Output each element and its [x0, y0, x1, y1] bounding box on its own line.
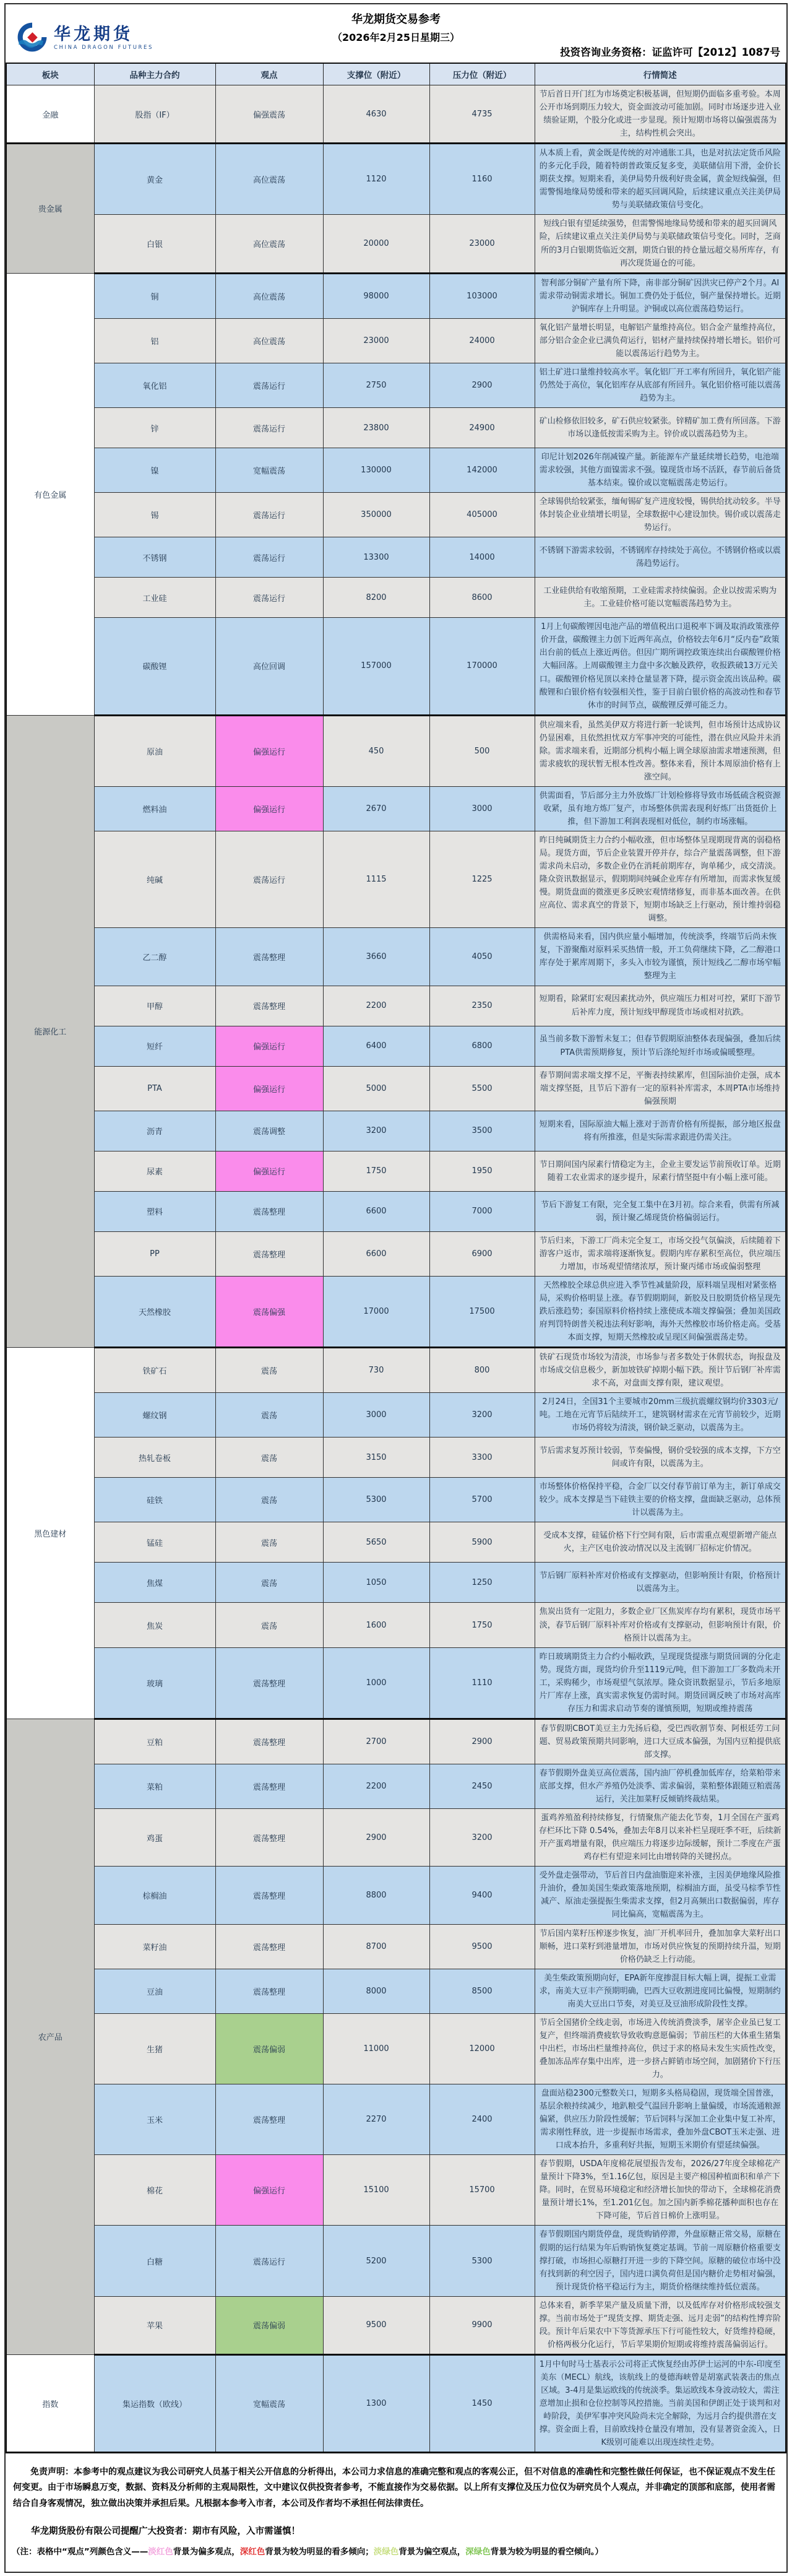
brief-cell: 春节假期外盘美豆高位震荡，国内油厂停机叠加低库存，给菜粕带来底部支撑，但水产养殖仍处淡季、需求偏弱，菜粕整体跟随豆粕震荡运行，关注加菜籽反倾销终裁结果。 — [535, 1764, 786, 1808]
view-cell: 震荡整理 — [215, 1924, 323, 1969]
brief-cell: 总体来看，新季苹果产量及质量下滑，以及低库存对价格形成较强支撑。当前市场处于“现货支撑、期货走强、远月走弱”的结构性博弈阶段。预计年后果农中下等货源承压下行可能性较大，好货维持稳硬，价格两极分化运行，节后苹果期价短期或将维持震荡偏弱运行。 — [535, 2296, 786, 2354]
view-cell: 震荡 — [215, 1438, 323, 1478]
support-cell: 350000 — [323, 493, 429, 537]
view-cell: 震荡运行 — [215, 831, 323, 928]
pressure-cell: 5500 — [429, 1066, 535, 1111]
view-cell: 震荡 — [215, 1603, 323, 1647]
pressure-cell: 9900 — [429, 2296, 535, 2354]
support-cell: 4630 — [323, 85, 429, 144]
variety-cell: 乙二醇 — [94, 928, 215, 986]
color-legend-note — [12, 2544, 780, 2559]
support-cell: 2750 — [323, 363, 429, 407]
report-header — [6, 4, 786, 63]
report-page — [4, 3, 788, 2573]
variety-cell: 螺纹钢 — [94, 1393, 215, 1438]
brief-cell: 1月中旬时马士基表示公司将正式恢复经由苏伊士运河的中东-印度至美东（MECL）航线，该航线上的曼德海峡曾是胡塞武装袭击的焦点区域。3-4月是集运欧线的传统淡季。集运欧线本身波动较大，需注意增加止损和仓位控制等风控措施。当前美国和伊朗正处于谈判和对峙阶段，美伊军事冲突风险尚未完全解除，为远月合约提供潜在支撑。资金面上看，目前欧线持仓量没有增加，没有显著资金流入，日K级别可能难以出现连续性走势。 — [535, 2354, 786, 2452]
support-cell: 5200 — [323, 2226, 429, 2296]
support-cell: 2270 — [323, 2084, 429, 2155]
view-cell: 震荡偏弱 — [215, 2013, 323, 2084]
view-cell: 震荡整理 — [215, 1719, 323, 1764]
brief-cell: 短期看，除紧盯宏观因素扰动外，供应端压力相对可控，紧盯下游节后补库力度，预计短线甲醇现货市场或相对抗跌。 — [535, 986, 786, 1026]
brief-cell: 节后钢厂原料补库对价格或有支撑驱动，但影响预计有限，价格预计以震荡为主。 — [535, 1563, 786, 1603]
view-cell: 震荡整理 — [215, 2084, 323, 2155]
pressure-cell: 5300 — [429, 2226, 535, 2296]
view-cell: 高位震荡 — [215, 144, 323, 215]
view-cell: 震荡整理 — [215, 986, 323, 1026]
variety-cell: 热轧卷板 — [94, 1438, 215, 1478]
page-date: （2026年2月25日星期三） — [332, 32, 460, 43]
sector-cell: 贵金属 — [6, 144, 94, 273]
variety-cell: 镍 — [94, 448, 215, 493]
view-cell: 震荡 — [215, 1348, 323, 1393]
brief-cell: 供应端来看，虽然美伊双方将进行新一轮谈判，但市场预计达成协议仍显困难，且依然担忧双方军事冲突的可能性，潜在供应风险并未消除。需求端来看，近期部分机构小幅上调全球原油需求增速预测，但需求疲软的现状暂无根本性改善。整体来看，预计本周原油价格有上涨空间。 — [535, 715, 786, 786]
pressure-cell: 3200 — [429, 1809, 535, 1867]
pressure-cell: 3500 — [429, 1111, 535, 1151]
brief-cell: 短线白银有望延续强势，但需警惕地缘局势缓和带来的超买回调风险，后续建议重点关注美伊局势与美联储政策信号变化。同时，芝商所的3月白银期货临近交割，期货白银的持仓量远超交易所库存，有再次现货逼仓的可能。 — [535, 215, 786, 273]
note-colored-term: 淡绿色 — [373, 2546, 399, 2557]
brief-cell: 昨日纯碱期货主力合约小幅收涨，但市场整体呈现期现背离的弱稳格局。现货方面，节后企业装置开停并存，综合产量震荡调整，但下游需求尚未启动，多数企业仍在消耗前期库存，询单稀少，成交清淡。隆众资讯数据显示，假期期间纯碱企业库存有所增加，而需求恢复缓慢。期货盘面的微涨更多反映宏观情绪修复，而非基本面改善。在供应高位、需求真空的背景下，短期市场缺乏上行驱动，预计维持弱稳调整。 — [535, 831, 786, 928]
pressure-cell: 9400 — [429, 1867, 535, 1924]
support-cell: 1750 — [323, 1151, 429, 1191]
column-header: 行情简述 — [535, 63, 786, 85]
support-cell: 8800 — [323, 1867, 429, 1924]
support-cell: 11000 — [323, 2013, 429, 2084]
variety-cell: 黄金 — [94, 144, 215, 215]
column-header: 压力位（附近） — [429, 63, 535, 85]
brief-cell: 供需格局来看，国内供应量小幅增加，传统淡季，终端节后尚未恢复，下游聚酯对原料采买热情一般，开工负荷继续下降，乙二醇港口库存处于累库周期下，多头入市较为谨慎，预计短线乙二醇市场窄幅整理为主 — [535, 928, 786, 986]
pressure-cell: 170000 — [429, 618, 535, 715]
variety-cell: 集运指数（欧线） — [94, 2354, 215, 2452]
support-cell: 1050 — [323, 1563, 429, 1603]
note-text: 背景为较为明显的看空倾向。） — [490, 2546, 603, 2557]
pressure-cell: 9500 — [429, 1924, 535, 1969]
variety-cell: 苹果 — [94, 2296, 215, 2354]
support-cell: 8700 — [323, 1924, 429, 1969]
support-cell: 3000 — [323, 1393, 429, 1438]
column-header: 品种主力合约 — [94, 63, 215, 85]
sector-cell: 指数 — [6, 2354, 94, 2452]
support-cell: 5300 — [323, 1478, 429, 1522]
logo-company-name: 华龙期货 — [54, 25, 133, 45]
view-cell: 震荡 — [215, 1478, 323, 1522]
variety-cell: 菜粕 — [94, 1764, 215, 1808]
view-cell: 震荡 — [215, 1522, 323, 1563]
brief-cell: 2月24日，全国31个主要城市20mm三级抗震螺纹钢均价3303元/吨。工地在元宵节后陆续开工，建筑钢材需求在元宵节前较少，近期市场仍将较为清淡，钢价缺乏驱动，以震荡为主。 — [535, 1393, 786, 1438]
disclaimer-text: 免责声明：本参考中的观点建议为我公司研究人员基于相关公开信息的分析得出，本公司力求信息的准确完整和观点的客观公正，但不对信息的准确性和完整性做任何保证，也不保证观点不发生任何变更。由于市场瞬息万变，数据、资料及分析师的主观局限性，文中建议仅供投资者参考，不能直接作为交易依据。以上所有支撑位及压力位仅为研究员个人观点，并非确定的顶部和底部，使用者需结合自身客观情况，独立做出决策并承担后果。凡根据本参考入市者，本公司及作者均不承担任何法律责任。 — [13, 2467, 775, 2509]
column-header: 板块 — [6, 63, 94, 85]
sector-cell: 黑色建材 — [6, 1348, 94, 1719]
brief-cell: 春节假期，USDA年度棉花展望报告发布，2026/27年度全球棉花产量预计下降3%，至1.16亿包，原因是主要产棉国种植面积和单产下降。同时，在贸易环境稳定和经济增长加快的带动下，全球棉花消费量预计增长1%，至1.201亿包。加之国内新季棉花播种面积也存在下降可能，节后首日棉价上涨明显。 — [535, 2155, 786, 2226]
support-cell: 157000 — [323, 618, 429, 715]
brief-cell: 春节假期国内期货停盘，现货购销停滞，外盘原糖正常交易，原糖在假期的运行结果为年后购销恢复奠定基调。节前一周原糖价格重要支撑打破，市场担心原糖打开进一步的下降空间。原糖的破位市场中没有找到新的利空因子，国内进口满负荷但是国内糖价走势相对偏强，预计现货价格平稳运行为主，期货价格继续维持低位震荡。 — [535, 2226, 786, 2296]
note-colored-term: 淡红色 — [148, 2546, 173, 2557]
pressure-cell: 3000 — [429, 786, 535, 831]
variety-cell: 菜籽油 — [94, 1924, 215, 1969]
variety-cell: 豆粕 — [94, 1719, 215, 1764]
brief-cell: 春节假期CBOT美豆主力先扬后稳，受巴西收割节奏、阿根廷劳工问题、贸易政策预期共同影响，进口大豆成本偏强，为国内豆粕提供底部支撑。 — [535, 1719, 786, 1764]
pressure-cell: 1450 — [429, 2354, 535, 2452]
pressure-cell: 14000 — [429, 537, 535, 578]
support-cell: 2200 — [323, 1764, 429, 1808]
pressure-cell: 4050 — [429, 928, 535, 986]
note-colored-term: 深红色 — [239, 2546, 265, 2557]
support-cell: 1000 — [323, 1647, 429, 1719]
brief-cell: 1月上旬碳酸锂因电池产品的增值税出口退税率下调及取消政策涨停价开盘，碳酸锂主力创下近两年高点，价格较去年6月“反内卷”政策出台前的低点上涨近两倍。但因广期所调控政策连续出台碳酸锂价格大幅回落。上周碳酸锂主力盘中多次触及跌停，收报跌破13万元关口。碳酸锂价格见顶以来持仓量显著下降，提示资金流出该品种。碳酸锂和白银价格有较强相关性，鉴于目前白银价格的高波动性和春节休市的时间节点，碳酸锂反弹可能乏力。 — [535, 618, 786, 715]
support-cell: 6600 — [323, 1231, 429, 1276]
view-cell: 震荡整理 — [215, 1764, 323, 1808]
view-cell: 震荡整理 — [215, 1969, 323, 2013]
pressure-cell: 12000 — [429, 2013, 535, 2084]
note-text: （注：表格中“观点”列颜色含义—— — [12, 2546, 148, 2557]
brief-cell: 市场整体价格保持平稳，合金厂以交付春节前订单为主，新订单成交较少。成本支撑是当下硅铁主要的价格支撑，盘面缺乏驱动，总体预计以震荡为主。 — [535, 1478, 786, 1522]
pressure-cell: 800 — [429, 1348, 535, 1393]
view-cell: 偏强运行 — [215, 715, 323, 786]
brief-cell: 节后国内菜籽压榨逐步恢复，油厂开机率回升，叠加加拿大菜籽出口顺畅，进口菜籽到港量增加，市场对供应恢复的预期持续升温，短期价格仍缺乏上行动能。 — [535, 1924, 786, 1969]
view-cell: 宽幅震荡 — [215, 2354, 323, 2452]
variety-cell: 硅铁 — [94, 1478, 215, 1522]
dragon-logo-icon — [15, 20, 49, 56]
view-cell: 震荡运行 — [215, 408, 323, 448]
pressure-cell: 142000 — [429, 448, 535, 493]
variety-cell: 棕榈油 — [94, 1867, 215, 1924]
view-cell: 震荡运行 — [215, 578, 323, 618]
pressure-cell: 2400 — [429, 2084, 535, 2155]
brief-cell: 节后全国猪价全线走弱，市场进入传统消费淡季，屠宰企业虽已复工复产，但终端消费疲软导致收购意愿偏弱；节前压栏的大体重生猪集中出栏，市场出栏量维持高位，供过于求的格局未发生实质性改变，叠加冻品库存集中出库，进一步挤占鲜销市场空间，加剧猪价下行压力。 — [535, 2013, 786, 2084]
variety-cell: 焦炭 — [94, 1603, 215, 1647]
support-cell: 5000 — [323, 1066, 429, 1111]
support-cell: 6400 — [323, 1026, 429, 1066]
brief-cell: 节后下游复工有限，完全复工集中在3月初。综合来看，供需有所减弱，预计聚乙烯现货价格偏弱运行。 — [535, 1191, 786, 1231]
variety-cell: 生猪 — [94, 2013, 215, 2084]
support-cell: 130000 — [323, 448, 429, 493]
pressure-cell: 8600 — [429, 578, 535, 618]
variety-cell: 锰硅 — [94, 1522, 215, 1563]
view-cell: 震荡调整 — [215, 1111, 323, 1151]
view-cell: 高位震荡 — [215, 215, 323, 273]
brief-cell: 矿山检修依旧较多，矿石供应较紧张。锌精矿加工费有所回落。下游市场以逢低按需采购为主。锌价或以震荡趋势为主。 — [535, 408, 786, 448]
brief-cell: 节日期间国内尿素行情稳定为主，企业主要发运节前预收订单。近期随着工农业需求的逐步提升，尿素行情坚挺中有小幅上涨可能。 — [535, 1151, 786, 1191]
support-cell: 13300 — [323, 537, 429, 578]
variety-cell: 锡 — [94, 493, 215, 537]
brief-cell: 全球锡供给较紧张，缅甸锡矿复产进度较慢，锡供给扰动较多。半导体封装企业业绩增长明显，全球数据中心建设加快。锡价或以震荡走势运行。 — [535, 493, 786, 537]
view-cell: 高位震荡 — [215, 273, 323, 318]
view-cell: 高位回调 — [215, 618, 323, 715]
view-cell: 震荡 — [215, 1393, 323, 1438]
variety-cell: 铝 — [94, 318, 215, 363]
pressure-cell: 17500 — [429, 1276, 535, 1347]
sector-cell: 金融 — [6, 85, 94, 144]
pressure-cell: 1750 — [429, 1603, 535, 1647]
brief-cell: 供需面看，节后部分主力外放炼厂计划检修将导致市场低硫含税资源收紧，虽有地方炼厂复产，市场整体供需表现利好炼厂出货挺价上推，但下游加工利润表现相对低位，制约市场涨幅。 — [535, 786, 786, 831]
sector-cell: 农产品 — [6, 1719, 94, 2354]
support-cell: 20000 — [323, 215, 429, 273]
pressure-cell: 2900 — [429, 1719, 535, 1764]
support-cell: 5650 — [323, 1522, 429, 1563]
pressure-cell: 3300 — [429, 1438, 535, 1478]
view-cell: 震荡整理 — [215, 1809, 323, 1867]
variety-cell: 短纤 — [94, 1026, 215, 1066]
variety-cell: 碳酸锂 — [94, 618, 215, 715]
pressure-cell: 24000 — [429, 318, 535, 363]
support-cell: 2670 — [323, 786, 429, 831]
variety-cell: 棉花 — [94, 2155, 215, 2226]
support-cell: 1120 — [323, 144, 429, 215]
variety-cell: 股指（IF） — [94, 85, 215, 144]
variety-cell: 鸡蛋 — [94, 1809, 215, 1867]
brief-cell: 短期来看，国际原油大幅上涨对于沥青价格有所提振，部分地区报盘将有所推涨，但是实际需求跟进仍需关注。 — [535, 1111, 786, 1151]
view-cell: 震荡 — [215, 1563, 323, 1603]
variety-cell: 沥青 — [94, 1111, 215, 1151]
brief-cell: 节后归来，下游工厂尚未完全复工，市场交投气氛偏淡，后续随着下游客户返市，需求端将逐渐恢复。假期内库存累积至高位，供应端压力增加，市场观望情绪浓厚，预计聚丙烯市场或偏弱整理 — [535, 1231, 786, 1276]
pressure-cell: 2350 — [429, 986, 535, 1026]
logo-company-name-en: CHINA DRAGON FUTURES — [54, 45, 154, 51]
variety-cell: 铁矿石 — [94, 1348, 215, 1393]
support-cell: 1300 — [323, 2354, 429, 2452]
variety-cell: 锌 — [94, 408, 215, 448]
brief-cell: 受成本支撑，硅锰价格下行空间有限，后市需重点观望新增产能点火，主产区电价波动情况以及主流钢厂招标定价情况。 — [535, 1522, 786, 1563]
support-cell: 730 — [323, 1348, 429, 1393]
support-cell: 23000 — [323, 318, 429, 363]
support-cell: 17000 — [323, 1276, 429, 1347]
support-cell: 23800 — [323, 408, 429, 448]
support-cell: 3200 — [323, 1111, 429, 1151]
pressure-cell: 8500 — [429, 1969, 535, 2013]
view-cell: 偏强运行 — [215, 2155, 323, 2226]
brief-cell: 昨日玻璃期货主力合约小幅收跌，呈现现货提涨与期货回调的分化走势。现货方面，现货均价升至1119元/吨，但下游加工厂多数尚未开工，采购稀少，市场观望气氛浓厚。隆众资讯数据显示，节后多地原片厂库存上涨，真实需求恢复仍需时间。期货回调反映了市场对高库存压力和需求启动节奏的谨慎预期，短期或维持震荡 — [535, 1647, 786, 1719]
page-title: 华龙期货交易参考 — [351, 13, 441, 26]
variety-cell: 天然橡胶 — [94, 1276, 215, 1347]
pressure-cell: 1160 — [429, 144, 535, 215]
column-header: 支撑位（附近） — [323, 63, 429, 85]
note-text: 背景为偏空观点， — [398, 2546, 466, 2557]
variety-cell: 甲醇 — [94, 986, 215, 1026]
pressure-cell: 23000 — [429, 215, 535, 273]
view-cell: 震荡整理 — [215, 1191, 323, 1231]
brief-cell: 盘面站稳2300元整数关口，短期多头格局稳固，现货端全国普涨，基层余粮持续减少，地趴粮受气温回升影响上量偏缓，市场流通粮源偏紧，供应压力阶段性缓解；节后饲料与深加工企业集中复工补库，需求刚性释放，进一步提振市场需求，叠加外盘CBOT玉米走强、进口成本抬升，多重利好共振，短期玉米期价有望延续偏强。 — [535, 2084, 786, 2155]
variety-cell: 塑料 — [94, 1191, 215, 1231]
brief-cell: 从本质上看，黄金既是传统的对冲通胀工具，也是对抗法定货币风险的多元化手段，随着特朗普政策反复多变，美联储信用下滑，金价长期获支撑。短期来看，美伊局势升级利好贵金属，黄金短线偏强，但需警惕地缘局势缓和带来的超买回调风险，后续建议重点关注美伊局势与美联储政策信号变化。 — [535, 144, 786, 215]
brief-cell: 氧化铝产量增长明显，电解铝产量维持高位。铝合金产量维持高位，部分铝合金企业已满负荷运行，铝材产量持续保持增长增长。铝价可能以震荡运行趋势为主。 — [535, 318, 786, 363]
trading-reference-table — [6, 63, 786, 2453]
pressure-cell: 5900 — [429, 1522, 535, 1563]
pressure-cell: 103000 — [429, 273, 535, 318]
variety-cell: 原油 — [94, 715, 215, 786]
variety-cell: 不锈钢 — [94, 537, 215, 578]
support-cell: 2900 — [323, 1809, 429, 1867]
variety-cell: PTA — [94, 1066, 215, 1111]
pressure-cell: 2900 — [429, 363, 535, 407]
support-cell: 8200 — [323, 578, 429, 618]
variety-cell: 燃料油 — [94, 786, 215, 831]
brief-cell: 天然橡胶全球总供应进入季节性减量阶段，原料端呈现相对紧张格局，采购价格明显上涨。春节假期期间，新胶及日胶期货价格呈现先跌后涨趋势；泰国原料价格持续上涨使成本端支撑偏强；叠加美国政府判罚特朗普关税违法利好影响，海外天然橡胶市场价格走高。受基本面支撑，短期天然橡胶或呈现区间偏强震荡走势。 — [535, 1276, 786, 1347]
pressure-cell: 7000 — [429, 1191, 535, 1231]
view-cell: 震荡偏弱 — [215, 2296, 323, 2354]
pressure-cell: 15700 — [429, 2155, 535, 2226]
support-cell: 6600 — [323, 1191, 429, 1231]
pressure-cell: 24900 — [429, 408, 535, 448]
variety-cell: 焦煤 — [94, 1563, 215, 1603]
brief-cell: 节后需求复苏预计较弱，节奏偏慢，钢价受较强的成本支撑，下方空间或许有限，以震荡为主。 — [535, 1438, 786, 1478]
view-cell: 宽幅震荡 — [215, 448, 323, 493]
support-cell: 3150 — [323, 1438, 429, 1478]
variety-cell: 工业硅 — [94, 578, 215, 618]
view-cell: 震荡整理 — [215, 1867, 323, 1924]
view-cell: 震荡整理 — [215, 928, 323, 986]
variety-cell: 豆油 — [94, 1969, 215, 2013]
support-cell: 450 — [323, 715, 429, 786]
view-cell: 震荡整理 — [215, 1647, 323, 1719]
pressure-cell: 6800 — [429, 1026, 535, 1066]
license-text: 投资咨询业务资格：证监许可【2012】1087号 — [560, 46, 780, 58]
view-cell: 偏强运行 — [215, 1026, 323, 1066]
view-cell: 高位震荡 — [215, 318, 323, 363]
pressure-cell: 1950 — [429, 1151, 535, 1191]
pressure-cell: 2450 — [429, 1764, 535, 1808]
report-footer — [6, 2453, 786, 2572]
variety-cell: 铜 — [94, 273, 215, 318]
view-cell: 偏强运行 — [215, 1066, 323, 1111]
note-text: 背景为较为明显的看多倾向； — [265, 2546, 374, 2557]
variety-cell: 玻璃 — [94, 1647, 215, 1719]
risk-reminder-text: 华龙期货股份有限公司提醒广大投资者：期市有风险，入市需谨慎！ — [31, 2526, 300, 2536]
support-cell: 2200 — [323, 986, 429, 1026]
variety-cell: 玉米 — [94, 2084, 215, 2155]
support-cell: 98000 — [323, 273, 429, 318]
support-cell: 1115 — [323, 831, 429, 928]
pressure-cell: 1110 — [429, 1647, 535, 1719]
brief-cell: 焦炭出货有一定阻力，多数企业厂区焦炭库存均有累积，现货市场平淡，春节后钢厂原料补库对价格或有支撑驱动，但影响预计有限，价格预计以震荡为主。 — [535, 1603, 786, 1647]
variety-cell: 氧化铝 — [94, 363, 215, 407]
sector-cell: 能源化工 — [6, 715, 94, 1347]
variety-cell: 尿素 — [94, 1151, 215, 1191]
variety-cell: 白糖 — [94, 2226, 215, 2296]
brief-cell: 智利部分铜矿产量有所下降，南非部分铜矿因洪灾已停产2个月。AI需求带动铜需求增长。铜加工费仍处于低位，铜产量保持增长。近期沪铜库存上升明显。沪铜或以高位震荡趋势运行。 — [535, 273, 786, 318]
pressure-cell: 500 — [429, 715, 535, 786]
brief-cell: 美生柴政策预期向好，EPA新年度掺混目标大幅上调，提振工业需求，南美大豆丰产预期明确，巴西大豆收割进度同比偏慢，短期制约南美大豆出口节奏，对美豆及豆油形成阶段性支撑。 — [535, 1969, 786, 2013]
view-cell: 偏强运行 — [215, 1151, 323, 1191]
support-cell: 2700 — [323, 1719, 429, 1764]
brief-cell: 不锈钢下游需求较弱，不锈钢库存持续处于高位。不锈钢价格或以震荡趋势运行。 — [535, 537, 786, 578]
sector-cell: 有色金属 — [6, 273, 94, 715]
view-cell: 偏强运行 — [215, 786, 323, 831]
brief-cell: 铝土矿进口量维持较高水平。氧化铝厂开工率有所回升，氧化铝产能仍然处于高位，氧化铝库存从底部有所回升。氧化铝价格可能以震荡趋势为主。 — [535, 363, 786, 407]
brief-cell: 受外盘走强带动，节后首日内盘油脂迎来补涨，主因美伊地缘风险推升油价，叠加美国生柴政策落地预期，棕榈油方面，虽受马棕季节性减产、原油走强提振生柴需求支撑，但2月高频出口数据偏弱，库存同比偏高，宽幅震荡为主。 — [535, 1867, 786, 1924]
support-cell: 3660 — [323, 928, 429, 986]
view-cell: 震荡运行 — [215, 363, 323, 407]
brief-cell: 铁矿石现货市场较为清淡，市场参与者多数处于休假状态，询报盘及市场成交信息极少，新加坡铁矿掉期小幅下跌。预计节后钢厂补库需求不高，对盘面支撑有限，建议观望。 — [535, 1348, 786, 1393]
view-cell: 偏强震荡 — [215, 85, 323, 144]
pressure-cell: 1225 — [429, 831, 535, 928]
note-colored-term: 深绿色 — [465, 2546, 491, 2557]
variety-cell: PP — [94, 1231, 215, 1276]
view-cell: 震荡运行 — [215, 2226, 323, 2296]
brief-cell: 节后首日开门红为市场奠定积极基调，但短期仍面临多重考验。本周公开市场到期压力较大，资金面波动可能加剧。同时市场逐步进入业绩验证期，个股分化或进一步显现。预计短期市场将以偏强震荡为主，结构性机会突出。 — [535, 85, 786, 144]
view-cell: 震荡运行 — [215, 493, 323, 537]
view-cell: 震荡整理 — [215, 1231, 323, 1276]
pressure-cell: 4735 — [429, 85, 535, 144]
brief-cell: 虽当前多数下游暂未复工；但春节假期原油整体表现偏强，叠加后续PTA供需预期修复，预计节后涤纶短纤市场或偏暖整理。 — [535, 1026, 786, 1066]
support-cell: 15100 — [323, 2155, 429, 2226]
pressure-cell: 3200 — [429, 1393, 535, 1438]
company-logo — [15, 20, 153, 56]
pressure-cell: 405000 — [429, 493, 535, 537]
brief-cell: 蛋鸡养殖盈利持续修复，行情聚焦产能去化节奏，1月全国在产蛋鸡存栏环比下降 0.54%，叠加去年8月以来补栏呈现旺季不旺，后续新开产蛋鸡增量有限，供应端压力将逐步边际缓解，预计二季度在产蛋鸡存栏有望迎来同比由增转降的关键拐点。 — [535, 1809, 786, 1867]
view-cell: 震荡运行 — [215, 537, 323, 578]
brief-cell: 印尼计划2026年削减镍产量。新能源车产量延续增长趋势，电池端需求较强，其他方面镍需求不强。镍现货市场不活跃，春节前后备货基本结束。镍价或以宽幅震荡走势运行。 — [535, 448, 786, 493]
table-header-row — [6, 63, 786, 85]
view-cell: 震荡偏强 — [215, 1276, 323, 1347]
variety-cell: 白银 — [94, 215, 215, 273]
pressure-cell: 5700 — [429, 1478, 535, 1522]
note-text: 背景为偏多观点， — [173, 2546, 240, 2557]
support-cell: 8000 — [323, 1969, 429, 2013]
column-header: 观点 — [215, 63, 323, 85]
support-cell: 1600 — [323, 1603, 429, 1647]
support-cell: 9500 — [323, 2296, 429, 2354]
pressure-cell: 1250 — [429, 1563, 535, 1603]
pressure-cell: 6900 — [429, 1231, 535, 1276]
brief-cell: 春节期间需求端支撑不足，平衡表持续累库，但国际油价走强，成本端支撑坚挺，且节后下游有一定的原料补库需求，本周PTA市场维持偏强预期 — [535, 1066, 786, 1111]
brief-cell: 工业硅供给有收缩预期，工业硅需求持续偏弱。企业以按需采购为主。工业硅价格可能以宽幅震荡趋势为主。 — [535, 578, 786, 618]
variety-cell: 纯碱 — [94, 831, 215, 928]
